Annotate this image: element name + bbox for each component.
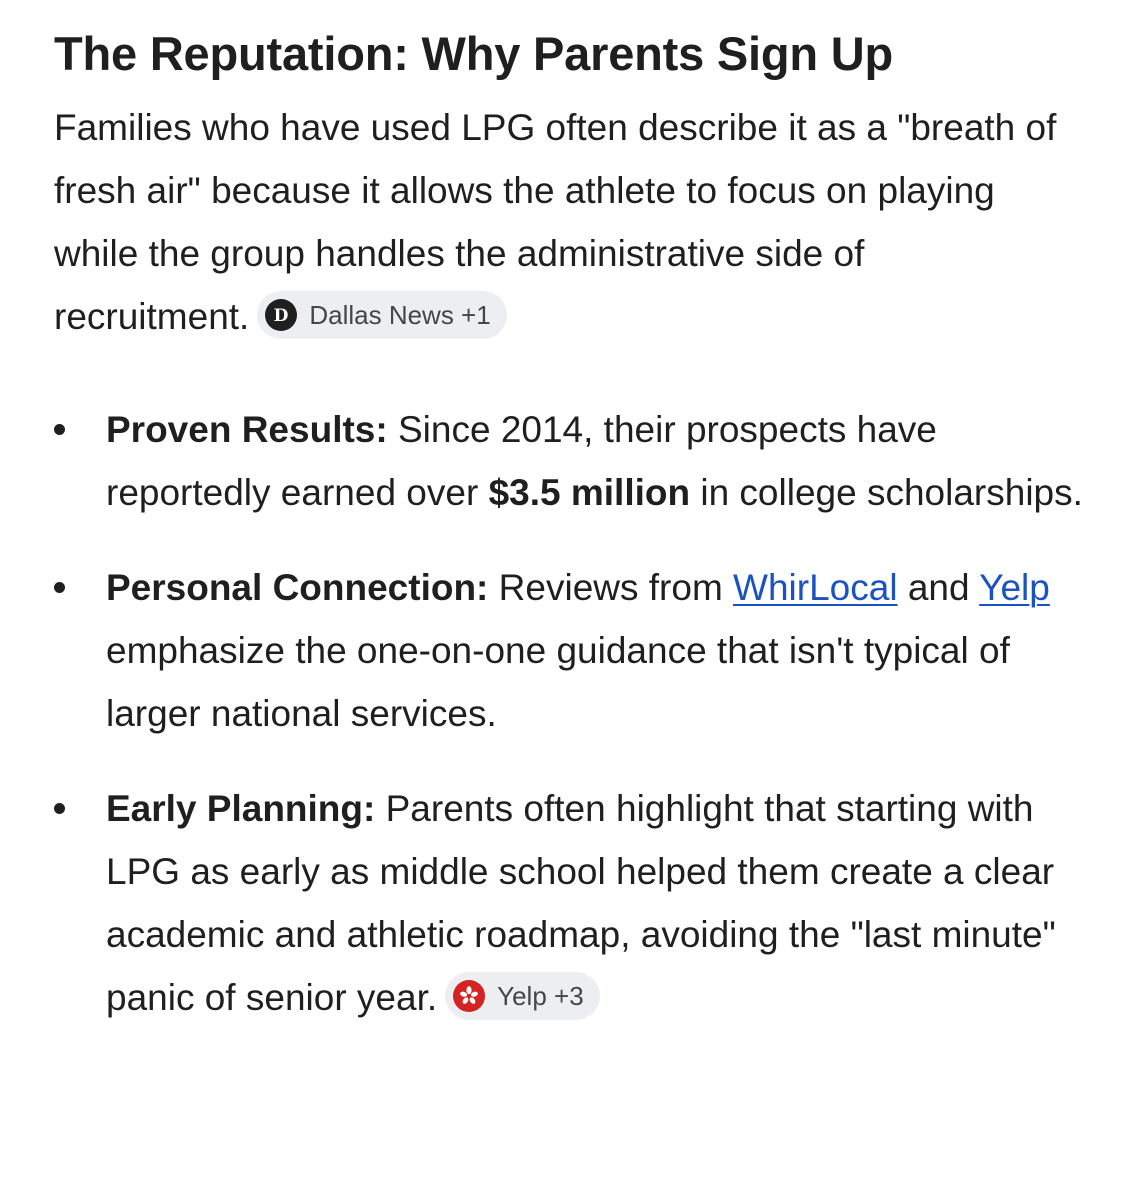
dallas-news-icon — [265, 299, 297, 331]
item-title: Early Planning: — [106, 788, 376, 829]
list-item — [54, 777, 1104, 1029]
whirlocal-link[interactable]: WhirLocal — [733, 567, 898, 608]
item-text: Since 2014, their prospects have reportedly earned over — [106, 409, 937, 513]
citation-label: Yelp +3 — [497, 981, 584, 1012]
list-item — [54, 398, 1104, 524]
svg-text:D: D — [273, 306, 289, 326]
intro-text: Families who have used LPG often describe it as a "breath of fresh air" because it allows the athlete to focus on playing while the group handles the administrative side of recruitment. — [54, 107, 1057, 337]
item-text-mid: and — [897, 567, 980, 608]
citation-chip-yelp[interactable] — [445, 972, 600, 1020]
item-text: Reviews from — [488, 567, 734, 608]
citation-chip-dallas-news[interactable] — [257, 291, 506, 339]
item-title: Proven Results: — [106, 409, 388, 450]
section-heading: The Reputation: Why Parents Sign Up — [54, 27, 894, 80]
bullet-dot — [54, 803, 65, 814]
list-item — [54, 556, 1104, 745]
item-title: Personal Connection: — [106, 567, 489, 608]
item-bold-value: $3.5 million — [488, 472, 691, 513]
item-text-end: emphasize the one-on-one guidance that isn't typical of larger national services. — [106, 630, 1010, 734]
yelp-icon — [453, 980, 485, 1012]
citation-label: Dallas News +1 — [309, 300, 491, 331]
intro-paragraph — [54, 96, 1064, 348]
response-section — [54, 22, 1104, 1061]
bullet-dot — [54, 424, 65, 435]
bullet-dot — [54, 582, 65, 593]
bullet-list — [54, 398, 1104, 1029]
yelp-link[interactable]: Yelp — [979, 567, 1050, 608]
item-text-end: in college scholarships. — [690, 472, 1083, 513]
item-text: Parents often highlight that starting with LPG as early as middle school helped them create a clear academic and athletic roadmap, avoiding the "last minute" panic of senior year. — [106, 788, 1056, 1018]
